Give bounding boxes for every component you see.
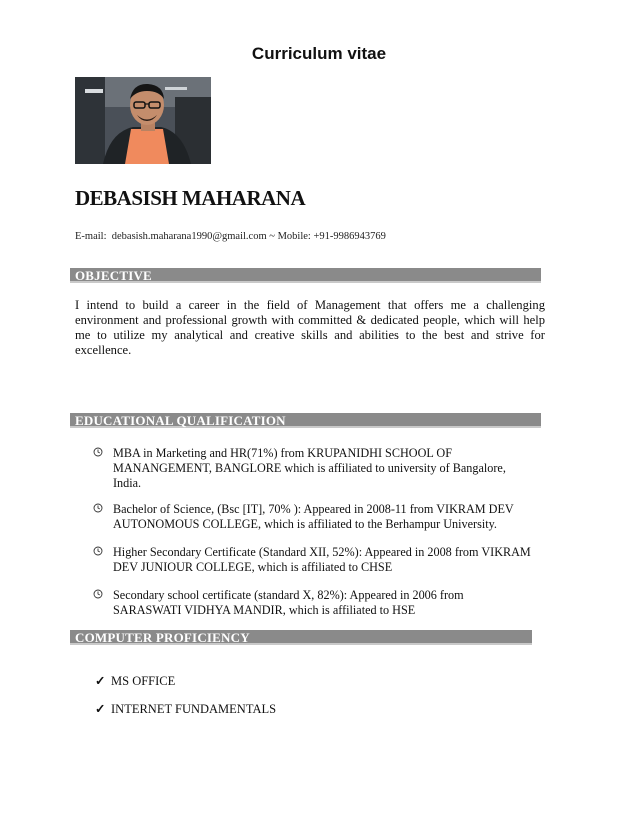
computer-skill-text: MS OFFICE xyxy=(111,674,176,688)
mobile-value: +91-9986943769 xyxy=(313,231,386,242)
computer-skill-text: INTERNET FUNDAMENTALS xyxy=(111,702,277,716)
computer-skill-item xyxy=(95,673,175,689)
education-item xyxy=(93,588,533,618)
computer-skill-item xyxy=(95,701,276,717)
objective-heading: OBJECTIVE xyxy=(70,268,541,283)
education-item xyxy=(93,545,533,575)
objective-text: I intend to build a career in the field of Management that offers me a challenging environment and professional growth with committed & dedicated people, which will help me to utilize my analytical and creative skills and abilities to the best and strive for excellence. xyxy=(75,298,545,357)
education-item xyxy=(93,502,533,532)
contact-separator: ~ xyxy=(269,231,275,242)
candidate-name: DEBASISH MAHARANA xyxy=(75,186,306,210)
education-item xyxy=(93,446,533,491)
profile-photo xyxy=(75,77,211,164)
clock-bullet-icon xyxy=(93,589,103,599)
contact-line xyxy=(75,231,386,242)
education-heading: EDUCATIONAL QUALIFICATION xyxy=(70,413,541,428)
checkmark-icon: ✓ xyxy=(95,674,106,688)
email-value[interactable]: debasish.maharana1990@gmail.com xyxy=(111,231,267,242)
education-item-text: Secondary school certificate (standard X, 82%): Appeared in 2006 from SARASWATI VIDHYA MANDIR, which is affiliated to HSE xyxy=(113,588,464,617)
checkmark-icon: ✓ xyxy=(95,702,106,716)
mobile-label: Mobile: xyxy=(277,231,311,242)
education-item-text: Bachelor of Science, (Bsc [IT], 70% ): Appeared in 2008-11 from VIKRAM DEV AUTONOMOUS COLLEGE, which is affiliated to the Berhampur University. xyxy=(113,502,514,531)
clock-bullet-icon xyxy=(93,503,103,513)
email-label: E-mail: xyxy=(75,231,107,242)
education-item-text: Higher Secondary Certificate (Standard XII, 52%): Appeared in 2008 from VIKRAM DEV JUNIOUR COLLEGE, which is affiliated to CHSE xyxy=(113,545,531,574)
document-title: Curriculum vitae xyxy=(251,44,387,63)
clock-bullet-icon xyxy=(93,447,103,457)
clock-bullet-icon xyxy=(93,546,103,556)
computer-heading: COMPUTER PROFICIENCY xyxy=(70,630,532,645)
education-item-text: MBA in Marketing and HR(71%) from KRUPANIDHI SCHOOL OF MANANGEMENT, BANGLORE which is affiliated to university of Bangalore, India. xyxy=(113,446,506,490)
